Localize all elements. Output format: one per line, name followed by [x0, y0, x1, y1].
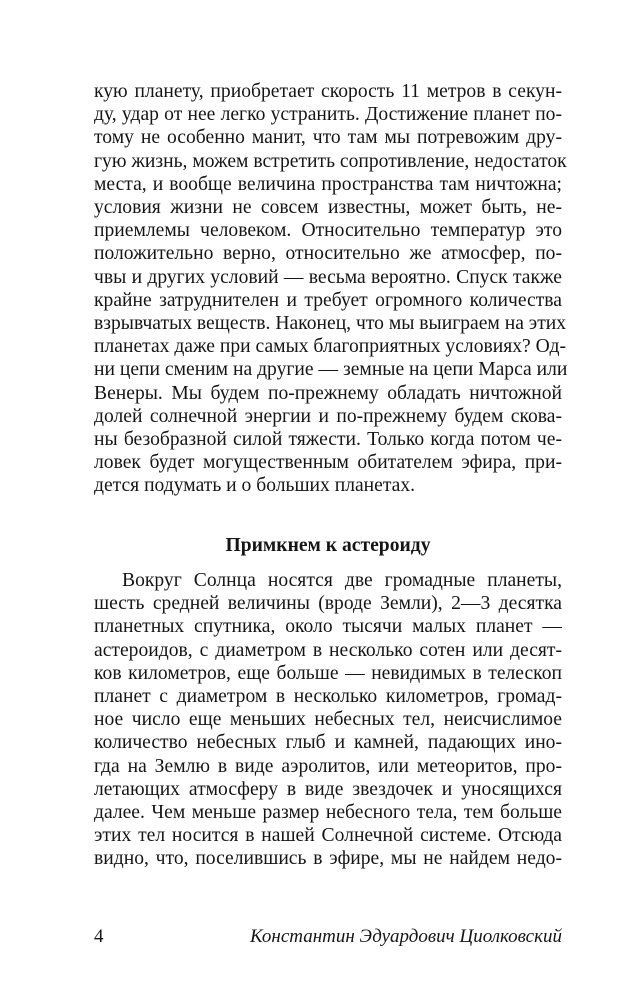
text-line: ни цепи сменим на другие — земные на цепи Марса или	[94, 359, 568, 381]
text-line: места, и вообще величина пространства там ничтожна;	[94, 173, 562, 195]
text-line: летающих атмосферу в виде звездочек и уносящихся	[94, 778, 562, 800]
text-line: далее. Чем меньше размер небесного тела, тем больше	[94, 802, 562, 824]
running-title-author: Константин Эдуардович Циолковский	[250, 926, 562, 947]
text-line: долей солнечной энергии и по-прежнему будем скова-	[94, 405, 562, 427]
text-line: крайне затруднителен и требует огромного количества	[94, 289, 562, 311]
section-heading: Примкнем к астероиду	[225, 535, 431, 556]
text-line: взрывчатых веществ. Наконец, что мы выиграем на этих	[94, 313, 567, 335]
text-line: планетных спутника, около тысячи малых планет —	[94, 616, 562, 638]
text-line: количество небесных глыб и камней, падающих ино-	[94, 732, 562, 754]
text-line: этих тел носится в нашей Солнечной системе. Отсюда	[94, 825, 562, 847]
text-line: ду, удар от нее легко устранить. Достижение планет по-	[94, 104, 562, 126]
text-line: планет с диаметром в несколько километров, громад-	[94, 686, 562, 708]
page-number: 4	[94, 926, 104, 947]
paragraph-continuation	[94, 80, 568, 498]
text-line: ков километров, еще больше — невидимых в телескоп	[94, 662, 562, 684]
text-line: положительно верно, относительно же атмосфер, по-	[94, 243, 562, 265]
text-line: чвы и других условий — весьма вероятно. Спуск также	[94, 266, 562, 288]
text-line: шесть средней величины (вроде Земли), 2—3 десятка	[94, 593, 562, 615]
text-line: приемлемы человеком. Относительно температур это	[94, 220, 562, 242]
paragraph-asteroid-intro	[94, 569, 562, 871]
text-line: ловек будет могущественным обитателем эфира, при-	[94, 452, 562, 474]
text-line: Вокруг Солнца носятся две громадные планеты,	[122, 570, 562, 591]
text-line: тому не особенно манит, что там мы потревожим дру-	[94, 127, 562, 149]
text-line: условия жизни не совсем известны, может быть, не-	[94, 197, 562, 219]
text-line: Венеры. Мы будем по-прежнему обладать ничтожной	[94, 382, 562, 404]
text-line: гда на Землю в виде аэролитов, или метеоритов, про-	[94, 755, 562, 777]
text-line: гую жизнь, можем встретить сопротивление, недостаток	[94, 150, 567, 172]
text-line: ны безобразной силой тяжести. Только когда потом че-	[94, 429, 562, 451]
text-line: астероидов, с диаметром в несколько сотен или десят-	[94, 639, 562, 661]
text-line: ное число еще меньших небесных тел, неисчислимое	[94, 709, 562, 731]
text-line: видно, что, поселившись в эфире, мы не найдем недо-	[94, 848, 562, 870]
text-line: планетах даже при самых благоприятных условиях? Од-	[94, 336, 567, 358]
text-line: дется подумать и о больших планетах.	[94, 475, 416, 497]
text-line: кую планету, приобретает скорость 11 метров в секун-	[94, 81, 562, 102]
page-footer	[94, 924, 562, 950]
